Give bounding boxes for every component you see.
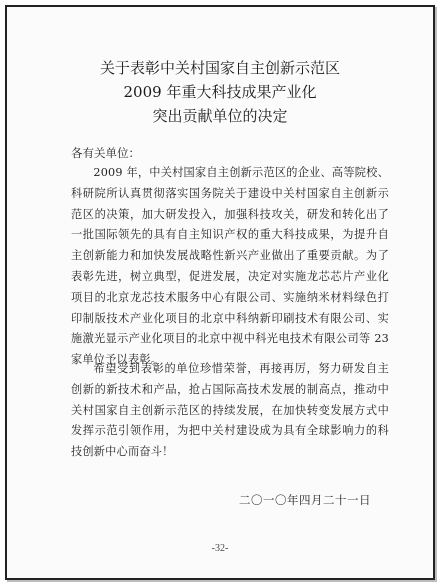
body-paragraph-2: 希望受到表彰的单位珍惜荣誉，再接再厉，努力研发自主创新的新技术和产品，抢占国际高技术发展的制高点，推动中关村国家自主创新示范区的持续发展，在加快转变发展方式中发挥示范引领作用，为把中关村建设成为具有全球影响力的科技创新中心而奋斗！ [71,362,389,459]
document-title-line-1: 关于表彰中关村国家自主创新示范区 [99,59,340,77]
salutation: 各有关单位： [71,146,140,160]
body-paragraph-1: 2009 年，中关村国家自主创新示范区的企业、高等院校、科研院所认真贯彻落实国务院关于建设中关村国家自主创新示范区的决策，加大研发投入，加强科技攻关，研发和转化出了一批国际领先的具有自主知识产权的重大科技成果，为提升自主创新能力和加快发展战略性新兴产业做出了重要贡献。为了表彰先进，树立典型，促进发展，决定对实施龙芯芯片产业化项目的北京龙芯技术服务中心有限公司、实施纳米材料绿色打印制版技术产业化项目的北京中科纳新印刷技术有限公司、实施激光显示产业化项目的北京中视中科光电技术有限公司等 23 家单位予以表彰。 [71,166,389,367]
document-page [5,5,435,580]
document-title-line-3: 突出贡献单位的决定 [152,107,288,125]
document-date: 二〇一〇年四月二十一日 [239,493,371,507]
page-number: -32- [211,543,229,554]
document-title-line-2: 2009 年重大科技成果产业化 [123,83,317,101]
